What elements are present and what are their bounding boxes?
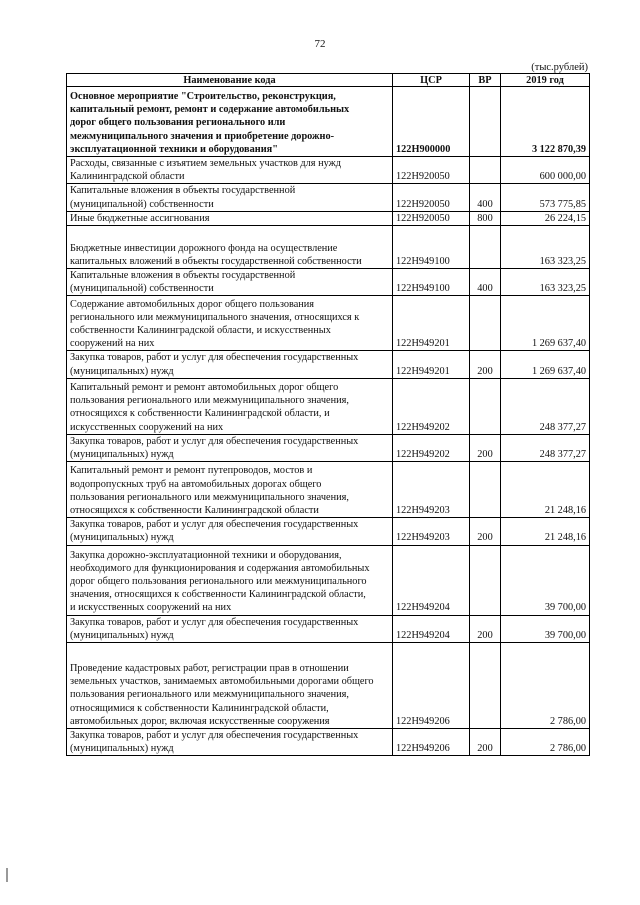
row-csr: 122Н949202 [393, 378, 470, 434]
table-row [67, 184, 590, 211]
row-csr: 122Н920050 [393, 157, 470, 184]
row-name: Закупка товаров, работ и услуг для обеспечения государственных (муниципальных) нужд [67, 615, 393, 642]
row-amount: 3 122 870,39 [501, 87, 590, 157]
row-csr: 122Н949206 [393, 729, 470, 756]
row-amount: 39 700,00 [501, 615, 590, 642]
row-csr: 122Н949204 [393, 545, 470, 615]
row-amount: 2 786,00 [501, 729, 590, 756]
header-vr: ВР [470, 74, 501, 87]
row-amount: 2 786,00 [501, 643, 590, 729]
page-number: 72 [314, 38, 326, 50]
table-row [67, 351, 590, 378]
table-row [67, 643, 590, 729]
table-row [67, 378, 590, 434]
row-vr [470, 643, 501, 729]
row-name: Капитальные вложения в объекты государственной (муниципальной) собственности [67, 184, 393, 211]
table-row [67, 157, 590, 184]
row-amount: 21 248,16 [501, 518, 590, 545]
row-vr [470, 226, 501, 269]
row-amount: 21 248,16 [501, 462, 590, 518]
row-name: Закупка товаров, работ и услуг для обеспечения государственных (муниципальных) нужд [67, 351, 393, 378]
row-name: Иные бюджетные ассигнования [67, 211, 393, 225]
row-vr [470, 462, 501, 518]
header-csr: ЦСР [393, 74, 470, 87]
row-name: Капитальные вложения в объекты государственной (муниципальной) собственности [67, 269, 393, 296]
table-row [67, 87, 590, 157]
row-amount: 248 377,27 [501, 434, 590, 461]
row-amount: 1 269 637,40 [501, 351, 590, 378]
row-vr [470, 545, 501, 615]
row-amount: 26 224,15 [501, 211, 590, 225]
row-name: Содержание автомобильных дорог общего пользования регионального или межмуниципального значения, относящихся к собственности Калининградской области, и искусственных сооружений на них [67, 296, 393, 351]
row-csr: 122Н949206 [393, 643, 470, 729]
row-name: Расходы, связанные с изъятием земельных участков для нужд Калининградской области [67, 157, 393, 184]
row-name: Проведение кадастровых работ, регистрации прав в отношении земельных участков, занимаемых автомобильными дорогами общего пользования регионального или межмуниципального значения, относящимися к собственности Калининградской области, автомобильных дорог, включая искусственные сооружения [67, 643, 393, 729]
scan-margin-mark [6, 868, 8, 882]
table-row [67, 545, 590, 615]
row-vr: 200 [470, 518, 501, 545]
table-row [67, 434, 590, 461]
table-row [67, 729, 590, 756]
row-vr: 200 [470, 615, 501, 642]
row-amount: 573 775,85 [501, 184, 590, 211]
row-csr: 122Н949203 [393, 518, 470, 545]
row-amount: 39 700,00 [501, 545, 590, 615]
row-name: Бюджетные инвестиции дорожного фонда на осуществление капитальных вложений в объекты государственной собственности [67, 226, 393, 269]
table-row [67, 226, 590, 269]
table-row [67, 211, 590, 225]
row-csr: 122Н949202 [393, 434, 470, 461]
table-row [67, 296, 590, 351]
row-vr: 400 [470, 184, 501, 211]
row-amount: 163 323,25 [501, 269, 590, 296]
row-amount: 1 269 637,40 [501, 296, 590, 351]
header-year: 2019 год [501, 74, 590, 87]
row-csr: 122Н920050 [393, 211, 470, 225]
header-name: Наименование кода [67, 74, 393, 87]
row-csr: 122Н920050 [393, 184, 470, 211]
row-vr: 800 [470, 211, 501, 225]
row-csr: 122Н949100 [393, 226, 470, 269]
row-amount: 163 323,25 [501, 226, 590, 269]
row-csr: 122Н949201 [393, 351, 470, 378]
budget-table [66, 73, 590, 756]
row-vr: 400 [470, 269, 501, 296]
row-csr: 122Н900000 [393, 87, 470, 157]
table-row [67, 615, 590, 642]
units-label: (тыс.рублей) [531, 62, 588, 73]
table-row [67, 518, 590, 545]
row-csr: 122Н949204 [393, 615, 470, 642]
row-vr: 200 [470, 729, 501, 756]
row-vr: 200 [470, 351, 501, 378]
row-vr [470, 157, 501, 184]
row-vr: 200 [470, 434, 501, 461]
row-vr [470, 87, 501, 157]
row-name: Закупка дорожно-эксплуатационной техники и оборудования, необходимого для функционирования и содержания автомобильных дорог общего пользования регионального или межмуниципального значения, относящихся к собственности Калининградской области, и искусственных сооружений на них [67, 545, 393, 615]
row-name: Закупка товаров, работ и услуг для обеспечения государственных (муниципальных) нужд [67, 434, 393, 461]
row-csr: 122Н949201 [393, 296, 470, 351]
table-row [67, 269, 590, 296]
row-amount: 600 000,00 [501, 157, 590, 184]
table-row [67, 462, 590, 518]
row-name: Основное мероприятие "Строительство, реконструкция, капитальный ремонт, ремонт и содержание автомобильных дорог общего пользования регионального или межмуниципального значения и приобретение дорожно- эксплуатационной техники и оборудования" [67, 87, 393, 157]
row-amount: 248 377,27 [501, 378, 590, 434]
table-header-row [67, 74, 590, 87]
row-name: Закупка товаров, работ и услуг для обеспечения государственных (муниципальных) нужд [67, 729, 393, 756]
row-csr: 122Н949203 [393, 462, 470, 518]
row-name: Капитальный ремонт и ремонт автомобильных дорог общего пользования регионального или межмуниципального значения, относящихся к собственности Калининградской области, и искусственных сооружений на них [67, 378, 393, 434]
row-name: Закупка товаров, работ и услуг для обеспечения государственных (муниципальных) нужд [67, 518, 393, 545]
row-vr [470, 296, 501, 351]
row-name: Капитальный ремонт и ремонт путепроводов, мостов и водопропускных труб на автомобильных дорогах общего пользования регионального или межмуниципального значения, относящихся к собственности Калининградской области [67, 462, 393, 518]
row-vr [470, 378, 501, 434]
row-csr: 122Н949100 [393, 269, 470, 296]
